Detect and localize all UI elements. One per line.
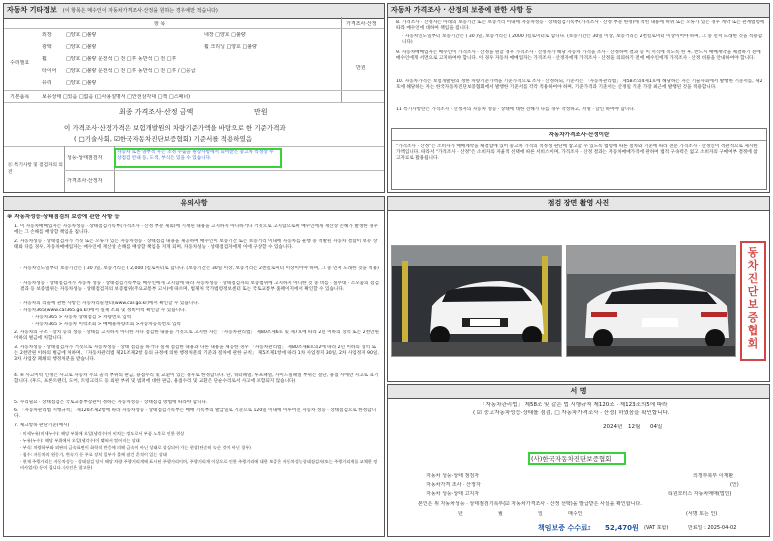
fee-label: 책임보증 수수료: [538, 524, 591, 532]
notice-para-2-scope: · 자동차성능 · 상태점검자가 자동차 성능 · 상태점검기록부를 매수인에게 고지함에 따라 자동차성능 · 상태점검자의 보증범위에 고지하지 아니한 것 중 비를 · 실무대 · 소모품의 점검 결과 등 보증범위는 자동차성능 · 상태점검자의 보증범위(주요교통부 고시)에 따르며, 법제처 국가법령정보센터 또는 국토교통부 홈페이지에서 확인할 수 있습니다. [20, 281, 379, 292]
signer-notifier-name: 티원모터스 자동차매매(법인) [668, 491, 732, 497]
signer-inspector-label: 자동차 성능·상태 점검자 [426, 473, 480, 479]
buyer-sign: (서명 또는 인) [686, 511, 718, 517]
warranty-item-8-period: · 자동차인도일부터 보증기간은 ( 30 )일, 보증거리는 ( 2000 )킬로미터로 합니다. (보증기간은 30일 이상, 보증거리는 2천킬로미터 이상이어야 하며, 그 중 먼저 도래한 것을 적용합니다) [402, 34, 763, 45]
notice-criteria-mileage: · 현재 주행거리는 자동차성능 · 상태점검 당시 해당 차량 주행거리계에 표시된 주행거리이며, 주행거리계 이상으로 인한 주행거리에 대한 보증은 자동차성능상태점검자(또는 주행거리계를 교체한 정비사업자) 등이 집니다. (사진은 참고용) [20, 459, 378, 470]
appraiser-label: 가격조사·산정자 [67, 178, 103, 184]
notice-para-validity: 6. 「자동차관리법 시행규칙」 제120조제2항에 따라 자동차성능 · 상태점검기록부는 매매 기록부의 발급일로 기준으로 120일 이내에 이루어진 자동차 성능 · 상태점검으로 한정합니다. [14, 408, 377, 419]
association-seal [740, 241, 766, 361]
price-definition-title: 자동차가격조사·산정이란 [548, 132, 610, 138]
signature-date-year: 2024년 [603, 424, 623, 430]
price-basis-text: 이 가격조사·산정가격은 보험개발원의 차량기준가액을 바탕으로 한 기준가격과 [64, 124, 286, 132]
row-label-wheel: 휠 [42, 56, 47, 62]
panel-title: 자동차 기타정보 [7, 6, 57, 14]
vehicle-extra-info-header [4, 4, 384, 19]
row-value-exterior: □양호 □불량 [66, 32, 97, 38]
signature-panel [387, 384, 770, 537]
interior-item: 내장 □양호 □불량 [204, 32, 246, 38]
car-rear-image [567, 246, 736, 357]
notice-criteria-leak-minor: · 미세누유(미세누수): 해당 부위에 오일(냉각수)이 비치는 정도로서 부품 노후로 인한 현상 [20, 431, 185, 436]
inspector-opinion-highlight [114, 148, 282, 168]
signature-header: 서 명 [388, 385, 769, 399]
inspection-photo-rear [566, 245, 736, 357]
signature-declaration-1: 「자동차관리법」 제58조 및 같은 법 시행규칙 제120조 · 제123조의5에 따라 [480, 402, 668, 408]
notice-criteria-leak: · 누유(누수): 해당 부위에서 오일(냉각수)이 맺혀서 떨어지는 상태 [20, 438, 140, 443]
document-expiry: 만료일 : 2025-04-02 [688, 525, 737, 531]
association-highlight [528, 452, 626, 465]
col-item-header: 항 목 [154, 21, 166, 27]
inspection-photo-front [391, 245, 562, 357]
row-label-gloss: 광택 [42, 44, 52, 50]
notice-header: 유의사항 [4, 197, 384, 211]
fee-note: (VAT 포함) [644, 525, 669, 531]
association-name: (사)한국자동차진단보증협회 [531, 455, 612, 463]
buyer-label: 매수인 [568, 511, 583, 517]
row-value-glass: □양호 □불량 [66, 80, 97, 86]
price-definition-text: "가격조사 · 산정"은 소비자가 매매계약을 체결함에 있어 중고차 가격의 적정성 판단에 참고할 수 있도록 법령에 따른 절차와 기준에 따라 전문 가격조사 · 산정인이 객관적으로 제시한 가액입니다. 따라서 "가격조사 · 산정"은 소비자의 자율적 선택에 따른 서비스이며, 가격조사 · 산정 결과는 자동차매매가격에 관하여 법적 구속력은 없고 소비자의 구매여부 결정에 참고자료로 활용됩니다. [396, 144, 758, 161]
price-warranty-header: 자동차 가격조사 · 산정의 보증에 관한 사항 등 [388, 4, 769, 18]
receipt-month: 월 [498, 511, 503, 517]
price-definition-box [391, 128, 767, 190]
notice-para-2-period: · 자동차인도일부터 보증기간은 ( 30 )일, 보증거리는 ( 2,000 )킬로미터로 합니다. (보증기간은 30일 이상, 보증거리는 2천킬로미터 이상이어야 하며, 그 중 먼저 도래한 것을 적용) [20, 266, 379, 271]
receipt-year: 년 [458, 511, 463, 517]
final-price-label: 최종 가격조사·산정 금액 [119, 108, 194, 116]
association-seal-text: 동차진단보증협회 [747, 246, 759, 350]
opinion-label: ⑪ 특기사항 및 점검자의 의견 [8, 163, 63, 175]
notice-para-car365: · 자동차365(www.car365.go.kr)에서 실제 조회 및 정비이력 확인할 수 있습니다. [20, 308, 187, 313]
price-basis-standard: ( □기술사회, ☑한국자동차진단보증협회) 기준서를 적용하였음 [74, 135, 253, 143]
notice-para-1: 1. 이 자동차매매업자는 자동차성능 · 상태점검기록부(가격조사 · 산정 부분 제외)에 기재된 내용을 고지하지 아니하거나 거짓으로 고지함으로써 매수인에게 재산상 손해가 발생한 경우에는 그 손해를 배상할 책임을 집니다. [14, 224, 379, 235]
notice-subtitle: ※ 자동차성능·상태점검의 보증에 관한 사항 등 [7, 214, 120, 220]
wheel-cleaning-item: 휠 크리닝 □양호 □불량 [204, 44, 257, 50]
notice-para-car365-b: · 자동차365 > 자동차 이력조회 > 매매용차량조회 >자동차등록번호 입력 [32, 322, 181, 327]
notice-para-criteria: 7. 체크항목 판단기준(예시) [14, 423, 70, 428]
col-price-header: 가격조사·산정 [346, 21, 377, 27]
notice-para-car365-a: · 자동차365 > 자동차 상태점검 > 차량번호 입력 [32, 315, 132, 320]
price-unit: 만원 [356, 65, 366, 71]
price-warranty-panel [387, 3, 770, 193]
warranty-item-11: 11 특기사항란은 가격조사 · 산정자의 자동차 성능 · 상태에 대한 견해가 다를 경우 작성하고, 서명 · 날인 하여야 합니다. [396, 107, 636, 112]
warranty-item-10: 10. 자동차가격은 보험개발원의 정한 차량기준가액을 기준가격으로 조사 · 산정하되, 기준서는 「자동차관리법」 제58조의4제1호에 해당하는 자는 기술사회에서 발행한 기준서를, 제2호에 해당하는 자는 한국자동차진단보증협회에서 발행한 기준서를 각각 적용하여야 하며, 기준가격과 기준서는 산정일 기준 가장 최근에 발행된 것을 적용합니다. [396, 79, 763, 90]
row-label-tire: 타이어 [42, 68, 57, 74]
notice-para-false-inspection: 3. 자동차성능 · 상태점검자가 거짓으로 자동차성능 · 상태 점검을 하거나 실제 점검한 내용과 다른 내용을 제공한 경우 「자동차관리법」 제80조제8호의2에 따라 2년 이하의 징역 또는 2천만원 이하의 벌금에 처하며, 「자동차관리법 제21조제2항 등의 규정에 의한 행정처분의 기준과 절차에 관한 규칙」 제5조제1항에 따라 1차 사업정지 30일, 2차 사업정지 90일, 3차 사업장 폐쇄의 행정처분을 받습니다. [14, 345, 379, 362]
photo-panel [387, 196, 770, 382]
notice-criteria-corrosion: · 부식: 차량하부와 외판의 금속표면이 화학적 반응에 의해 금속이 아닌 상태로 상실되어 가는 현상(단순히 녹슨 것이 아닌 경우) [20, 445, 251, 450]
signature-date-day: 04일 [650, 424, 663, 430]
notice-para-penalty: 2. 자동차의 구조 · 장치 등의 성능 · 상태를 고지하지 아니한 자나 점검한 내용을 거짓으로 고지한 자는 「자동차관리법」 제80조제6호 및 제7호에 따라 2년 이하의 징역 또는 2천만원 이하의 벌금에 처합니다. [14, 330, 379, 341]
signer-appraiser-seal: (인) [730, 482, 739, 488]
row-value-wheel: □양호 □불량 운전석 □ 전 □후 동반석 □ 전 □후 [66, 56, 177, 62]
fee-value: 52,470원 [605, 524, 639, 532]
panel-subtitle: (이 항목은 매수인이 자동차가격조사·산정을 원하는 경우에만 적습니다) [62, 8, 218, 14]
row-value-gloss: □양호 □불량 [66, 44, 97, 50]
signer-appraiser-label: 자동차가격 조사 · 산정자 [426, 482, 481, 488]
notice-para-recall: · 자동차의 리콜에 관한 사항은 자동차리콜센터(www.car.go.kr)에서 확인할 수 있습니다. [20, 301, 200, 306]
signer-notifier-label: 자동차 성능·상태 고지자 [426, 491, 480, 497]
signature-date-month: 12월 [628, 424, 641, 430]
notice-para-method: 5. 수리필요 · 상태점검은 국토교통부장관이 정하는 자동차성능 · 상태점검 방법에 따라야 합니다. [14, 400, 208, 405]
receipt-day: 일 [538, 511, 543, 517]
repair-needed-label: 수리필요 [10, 60, 30, 66]
warranty-item-9: 9. 자동차매매업자는 매수인이 가격조사 · 산정을 원할 경우 가격조사 · 산정자가 해당 자동차 가격을 조사 · 산정하여 결과 등 이 서식에 적도록 한 후, 반드시 매매계약을 체결하기 전에 매수인에게 서면으로 고지하여야 합니다. 이 경우 자동차 매매업자는 가격조사 · 산정자에게 가격조사 · 산정을 의뢰하기 전에 매수인에게 가격조사 · 산정 비용을 안내하여야 합니다. [396, 50, 761, 61]
vehicle-extra-info-panel [3, 3, 385, 193]
car-front-image [392, 246, 562, 357]
inspector-opinion-text: 자동차 토톤 양부적 우는 조정 수출을 원장사항에서 되어받은 중고차 특성상 무상점검 안내 등, 도색, 부식은 있을 수 있습니다. [117, 150, 274, 161]
final-price-unit: 만원 [254, 108, 268, 116]
signature-declaration-2: ( ☑ 중고자동차성능·상태를 점검, □ 자동차가격조사 · 산정) 하였음을 확인합니다. [473, 410, 670, 416]
photo-header: 점검 장면 촬영 사진 [388, 197, 769, 211]
row-label-glass: 유리 [42, 80, 52, 86]
row-value-tire: □양호 □불량 운전석 □ 전 □후 동반석 □ 전 □후 / □응급 [66, 68, 196, 74]
notice-para-2: 2. 자동차성능 · 상태점검자가 거짓 또는 오류가 있는 자동차성능 · 상태점검 내용을 제공하여 매수인이 보증기간 또는 보증거리 이내에 자동차를 운행 중 적발된 자동차 결함이 보유 상태와 다를 경우, 자동차매매업자는 매수인에 재산상 손해를 배상할 책임을 지게 되며, 자동차성능 · 상태점검자에게 이에 구상할 수 있습니다. [14, 239, 378, 250]
row-label-exterior: 외장 [42, 32, 52, 38]
warranty-item-8: 8. 가격조사 · 산정자는 아래의 보증기간 또는 보증거리 이내에 자동차성능 · 상태점검기록부(가격조사 · 산정 부분 한정)에 적힌 내용에 허위 또는 오류가 있는 경우 계약 또는 관계법령에 따라 매수인에 대하여 책임을 집니다. [396, 20, 765, 31]
receipt-confirmation: 본인은 위 자동차성능 · 상태점검기록부(☑ 자동차가격조사 · 산정 선택)을 발급받은 사실을 확인합니다. [418, 501, 642, 507]
notice-panel [3, 196, 385, 537]
row-label-basic-items: 기본품목 [10, 94, 30, 100]
signer-inspector-name: 의정부북부 이재환 [693, 473, 734, 479]
notice-criteria-flood: · 침수: 자동차의 원동기, 변속기 등 주요 장치 일부가 물에 잠긴 흔적이 있는 상태 [20, 452, 167, 457]
notice-para-accident: 4. ⑥ 사고이력 인정은 사고로 자동차 주요 골격 부위의 판금, 용접수리 및 교환이 있는 경우로 한정합니다. 단, 쿼터패널, 루프패널, 사이드실패널 부위는 절단, 용접 시에만 사고로 표기합니다. (후드, 프론트펜더, 도어, 트렁크리드 등 외판 부위 및 범퍼에 대한 판금, 용접수리 및 교환은 단순수리로서 사고에 포함되지 않습니다) [14, 373, 379, 384]
row-value-basic-items: 보유상태 □있음 □없음 (□사용설명서 □안전삼각대 □잭 □스패너) [42, 94, 191, 100]
inspector-label: 성능·상태점검자 [67, 155, 103, 161]
